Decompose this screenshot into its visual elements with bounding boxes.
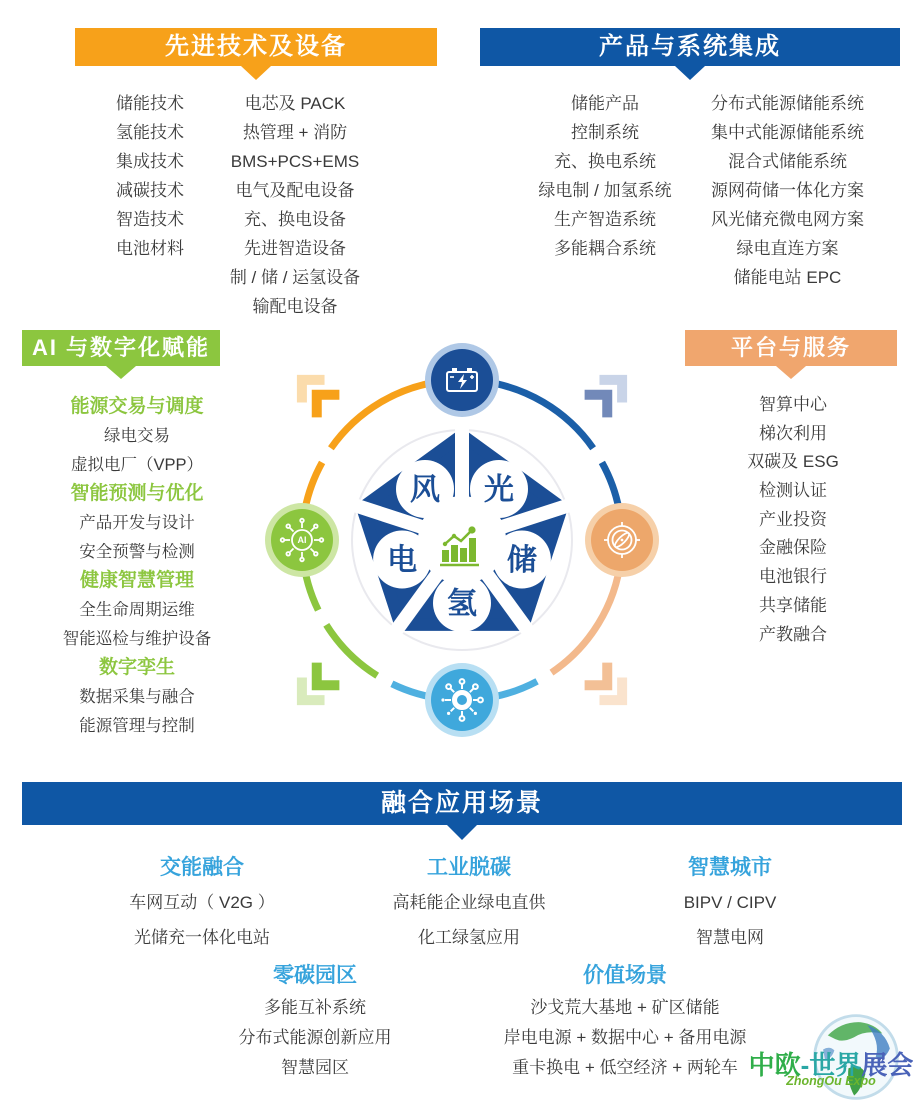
- list-item: 数据采集与融合: [79, 688, 195, 706]
- list-item: 虚拟电厂（VPP）: [70, 455, 204, 474]
- list-item: 车网互动（ V2G ）: [129, 893, 275, 912]
- list-item: 电池材料: [116, 239, 184, 258]
- list-item: 金融保险: [759, 538, 827, 558]
- banner-tail: [241, 66, 271, 80]
- node-network: [425, 663, 499, 737]
- scenario-group-industrial-decarbon: [329, 855, 609, 955]
- scenario-group-zero-carbon-park: [155, 963, 475, 1083]
- list-item: 智慧园区: [281, 1058, 349, 1077]
- list-item: 产教融合: [759, 624, 827, 644]
- list-item: 双碳及 ESG: [747, 452, 839, 472]
- list-item: 化工绿氢应用: [418, 928, 520, 947]
- expo-logo: [738, 1010, 924, 1104]
- list-item: 能源管理与控制: [79, 716, 195, 735]
- list-item: 制 / 储 / 运氢设备: [229, 268, 361, 287]
- list-item: 共享储能: [759, 595, 827, 615]
- pentagon-label-solar: 光: [484, 473, 514, 507]
- list-item: 充、换电设备: [244, 210, 346, 229]
- section-banner-ai-digital: [22, 330, 220, 366]
- list-item: 储能技术: [116, 94, 184, 113]
- banner-tail: [675, 66, 705, 80]
- section-title: 融合应用场景: [380, 789, 543, 817]
- pentagon-label-hydrogen: 氢: [447, 587, 477, 621]
- list-item: 集成技术: [116, 152, 184, 171]
- pentagon-label-storage: 储: [506, 544, 537, 577]
- group-heading: 工业脱碳: [427, 856, 511, 879]
- list-item: 分布式能源创新应用: [238, 1028, 392, 1047]
- group-heading: 数字孪生: [98, 657, 175, 678]
- list-item: 智能巡检与维护设备: [62, 629, 212, 648]
- list-item: 检测认证: [759, 481, 827, 501]
- list-item: 控制系统: [571, 123, 639, 142]
- chevron-bottom-right: [585, 663, 634, 712]
- list-item: 电气及配电设备: [235, 181, 355, 200]
- list-item: 梯次利用: [759, 423, 827, 443]
- group-heading: 智慧城市: [688, 856, 772, 879]
- list-item: 电池银行: [759, 567, 827, 587]
- logo-text-cn: 中欧-世界展会: [748, 1050, 914, 1080]
- list-item: BMS+PCS+EMS: [230, 152, 360, 171]
- list-item: 电芯及 PACK: [244, 94, 346, 113]
- group-heading: 智能预测与优化: [70, 483, 204, 504]
- banner-tail: [776, 366, 806, 379]
- list-item: 氢能技术: [116, 123, 184, 142]
- group-heading: 健康智慧管理: [79, 570, 194, 591]
- section-banner-platform-services: [685, 330, 897, 366]
- list-item: 绿电直连方案: [736, 239, 839, 258]
- group-heading: 价值场景: [583, 964, 667, 987]
- list-item: 热管理 + 消防: [242, 123, 348, 142]
- node-ai: [265, 503, 339, 577]
- banner-tail: [447, 825, 477, 840]
- ai-chip-icon: [281, 519, 324, 562]
- list-item: 重卡换电 + 低空经济 + 两轮车: [512, 1058, 738, 1077]
- chevron-top-left: [291, 369, 340, 418]
- list-item: 混合式储能系统: [728, 152, 847, 171]
- list-item: 智算中心: [759, 395, 827, 414]
- products-column-2: [690, 89, 885, 292]
- list-item: 产业投资: [759, 509, 827, 529]
- advanced-tech-column-1: [80, 89, 220, 263]
- list-item: 减碳技术: [116, 181, 184, 200]
- chevron-top-right: [585, 369, 634, 418]
- scenario-group-transport-energy: [62, 855, 342, 955]
- list-item: 安全预警与检测: [79, 542, 195, 561]
- list-item: 产品开发与设计: [79, 514, 195, 532]
- section-title: 平台与服务: [730, 335, 851, 360]
- banner-tail: [106, 366, 136, 379]
- list-item: 多能耦合系统: [554, 239, 656, 258]
- section-title: 先进技术及设备: [165, 33, 347, 60]
- group-heading: 能源交易与调度: [70, 396, 204, 417]
- list-item: 储能电站 EPC: [733, 268, 842, 287]
- section-banner-products: [480, 28, 900, 66]
- list-item: 光储充一体化电站: [134, 928, 270, 947]
- platform-services-list: [698, 391, 888, 649]
- list-item: 绿电交易: [104, 427, 170, 445]
- list-item: 分布式能源储能系统: [711, 94, 864, 113]
- list-item: 充、换电系统: [554, 152, 656, 171]
- list-item: 全生命周期运维: [79, 601, 195, 619]
- list-item: 沙戈荒大基地 + 矿区储能: [530, 998, 720, 1017]
- section-banner-scenarios: [22, 782, 902, 825]
- energy-ecosystem-diagram: [262, 330, 662, 755]
- list-item: 先进智造设备: [244, 239, 346, 258]
- node-compass: [585, 503, 659, 577]
- ai-digital-list: [12, 392, 262, 740]
- group-heading: 零碳园区: [273, 964, 357, 987]
- group-heading: 交能融合: [160, 856, 244, 879]
- section-title: 产品与系统集成: [599, 33, 781, 60]
- list-item: 多能互补系统: [264, 998, 366, 1017]
- list-item: 输配电设备: [252, 297, 338, 316]
- list-item: BIPV / CIPV: [683, 893, 777, 912]
- list-item: 生产智造系统: [554, 210, 656, 229]
- pentagon-label-wind: 风: [410, 473, 440, 507]
- pentagon-label-electricity: 电: [387, 544, 418, 577]
- list-item: 集中式能源储能系统: [711, 123, 864, 142]
- list-item: 风光储充微电网方案: [711, 210, 864, 229]
- products-column-1: [525, 89, 685, 263]
- node-battery: [425, 343, 499, 417]
- list-item: 储能产品: [571, 94, 639, 113]
- logo-text-en: ZhongOu Expo: [786, 1074, 876, 1088]
- advanced-tech-column-2: [200, 89, 390, 321]
- list-item: 绿电制 / 加氢系统: [538, 181, 672, 200]
- scenario-group-smart-city: [590, 855, 870, 955]
- list-item: 智慧电网: [696, 928, 764, 947]
- list-item: 高耗能企业绿电直供: [392, 893, 546, 912]
- ai-chip-label: AI: [297, 535, 307, 546]
- list-item: 智造技术: [116, 210, 184, 229]
- chevron-bottom-left: [291, 663, 340, 712]
- list-item: 岸电电源 + 数据中心 + 备用电源: [503, 1028, 747, 1047]
- list-item: 源网荷储一体化方案: [711, 181, 864, 200]
- section-title: AI 与数字化赋能: [31, 335, 211, 360]
- section-banner-advanced-tech: [75, 28, 437, 66]
